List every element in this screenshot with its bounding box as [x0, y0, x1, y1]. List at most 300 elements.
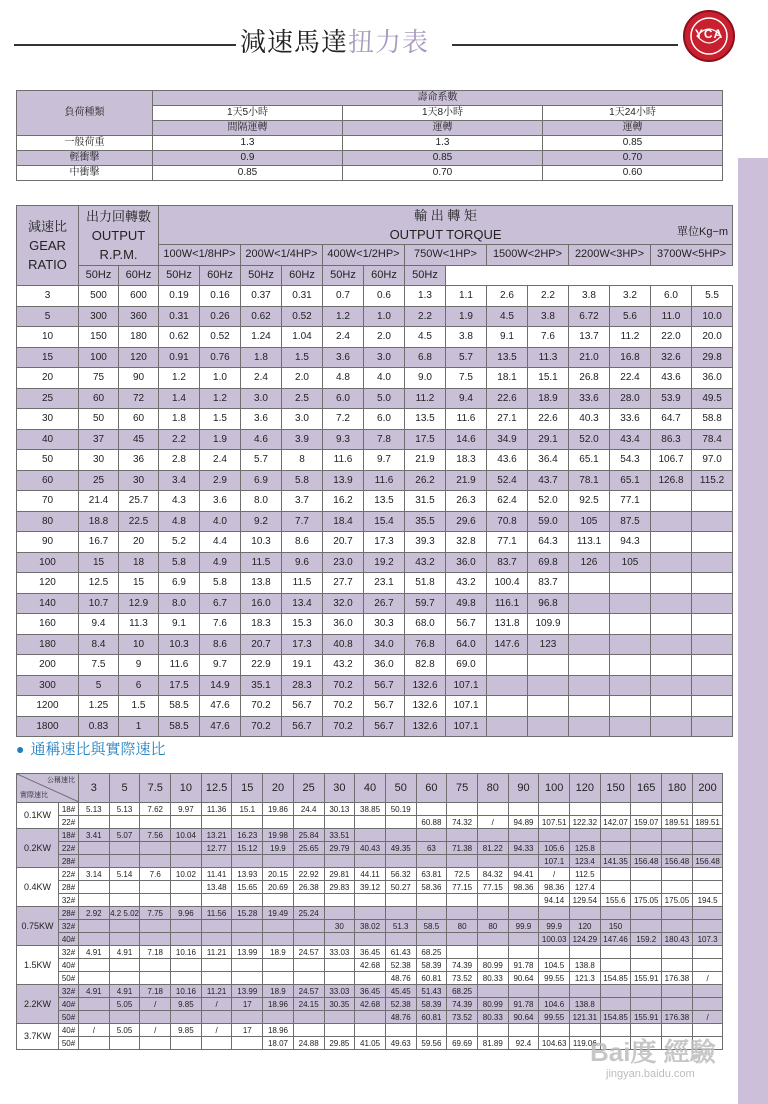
actual-ratio-cell — [324, 907, 355, 920]
actual-ratio-cell — [171, 855, 202, 868]
torque-cell: 15.4 — [364, 511, 405, 532]
actual-ratio-cell — [293, 920, 324, 933]
torque-cell: 34.0 — [364, 634, 405, 655]
torque-cell: 3.0 — [282, 409, 323, 430]
actual-ratio-cell — [109, 1037, 140, 1050]
actual-ratio-cell — [385, 855, 416, 868]
torque-cell: 1.1 — [446, 286, 487, 307]
rpm-cell: 180 — [119, 327, 159, 348]
actual-ratio-cell: 2.92 — [79, 907, 110, 920]
torque-cell: 47.6 — [200, 696, 241, 717]
torque-cell: 43.2 — [446, 573, 487, 594]
actual-ratio-cell: 33.03 — [324, 946, 355, 959]
torque-cell: 105 — [569, 511, 610, 532]
torque-cell: 115.2 — [692, 470, 733, 491]
logo-text: YCA — [694, 27, 724, 41]
ratio-cell: 3 — [17, 286, 79, 307]
torque-cell: 5.7 — [241, 450, 282, 471]
torque-cell: 17.5 — [159, 675, 200, 696]
torque-cell: 11.3 — [528, 347, 569, 368]
actual-ratio-cell — [355, 816, 386, 829]
nominal-ratio-header: 25 — [293, 774, 324, 803]
actual-ratio-cell: 11.21 — [201, 946, 232, 959]
actual-ratio-cell: / — [539, 868, 570, 881]
ratio-cell: 120 — [17, 573, 79, 594]
torque-cell: 0.91 — [159, 347, 200, 368]
torque-cell: 8.6 — [200, 634, 241, 655]
nominal-ratio-header: 5 — [109, 774, 140, 803]
frame-size: 28# — [59, 881, 79, 894]
actual-ratio-cell: 107.51 — [539, 816, 570, 829]
actual-ratio-cell: 72.5 — [447, 868, 478, 881]
torque-cell: 2.8 — [159, 450, 200, 471]
actual-ratio-cell: 94.89 — [508, 816, 539, 829]
actual-ratio-cell: 91.78 — [508, 998, 539, 1011]
col-mode: 間隔運轉 — [153, 121, 343, 136]
torque-cell: 16.0 — [241, 593, 282, 614]
torque-cell: 10.0 — [692, 306, 733, 327]
power-col-header: 2200W<3HP> — [569, 245, 651, 266]
actual-ratio-cell — [600, 907, 631, 920]
actual-ratio-cell — [232, 933, 263, 946]
torque-row — [17, 409, 733, 430]
rpm-cell: 150 — [79, 327, 119, 348]
torque-cell: 70.2 — [323, 696, 364, 717]
torque-cell: 6.0 — [364, 409, 405, 430]
rpm-cn: 出力回轉數 — [85, 208, 151, 224]
actual-ratio-cell: 189.51 — [662, 816, 693, 829]
torque-cell: 9.3 — [323, 429, 364, 450]
frame-size: 40# — [59, 933, 79, 946]
torque-cell: 2.2 — [405, 306, 446, 327]
torque-cell: 56.7 — [364, 716, 405, 737]
load-type-header: 負荷種類 — [17, 91, 153, 136]
ratio-cell: 80 — [17, 511, 79, 532]
ratio-cell: 20 — [17, 368, 79, 389]
torque-cell: 3.8 — [569, 286, 610, 307]
actual-ratio-cell: 15.28 — [232, 907, 263, 920]
rpm-cell: 9 — [119, 655, 159, 676]
nominal-ratio-header: 80 — [477, 774, 508, 803]
torque-cell: 62.4 — [487, 491, 528, 512]
actual-ratio-cell — [508, 1024, 539, 1037]
torque-cell — [651, 655, 692, 676]
actual-ratio-cell — [171, 1037, 202, 1050]
actual-ratio-cell: 30.13 — [324, 803, 355, 816]
torque-cell: 105 — [610, 552, 651, 573]
actual-ratio-cell — [324, 1024, 355, 1037]
actual-ratio-cell: 29.79 — [324, 842, 355, 855]
torque-cell: 4.0 — [364, 368, 405, 389]
torque-cell: 0.52 — [282, 306, 323, 327]
torque-cell: 6.72 — [569, 306, 610, 327]
torque-cell — [651, 696, 692, 717]
torque-cell: 11.6 — [364, 470, 405, 491]
actual-ratio-cell — [385, 816, 416, 829]
torque-cell: 4.5 — [487, 306, 528, 327]
torque-en: OUTPUT TORQUE — [389, 227, 502, 242]
actual-ratio-cell: 155.91 — [631, 972, 662, 985]
actual-ratio-cell — [662, 868, 693, 881]
actual-ratio-cell: 29.83 — [324, 881, 355, 894]
torque-cell: 30.3 — [364, 614, 405, 635]
actual-ratio-cell — [263, 855, 294, 868]
actual-ratio-cell — [140, 959, 171, 972]
rpm-cell: 600 — [119, 286, 159, 307]
torque-table — [16, 205, 733, 737]
nominal-ratio-header: 120 — [570, 774, 601, 803]
frame-size: 22# — [59, 816, 79, 829]
torque-cell: 0.16 — [200, 286, 241, 307]
actual-ratio-cell — [171, 1011, 202, 1024]
actual-ratio-cell: 25.24 — [293, 907, 324, 920]
torque-cell: 14.6 — [446, 429, 487, 450]
actual-ratio-cell — [570, 829, 601, 842]
nominal-ratio-header: 60 — [416, 774, 447, 803]
torque-cell: 54.3 — [610, 450, 651, 471]
actual-ratio-cell — [355, 933, 386, 946]
torque-row — [17, 491, 733, 512]
factor-cell: 0.70 — [543, 151, 723, 166]
torque-cell — [569, 573, 610, 594]
torque-cell — [569, 716, 610, 737]
torque-cell: 0.26 — [200, 306, 241, 327]
actual-ratio-cell: 51.43 — [416, 985, 447, 998]
actual-ratio-cell: 49.63 — [385, 1037, 416, 1050]
torque-row — [17, 470, 733, 491]
torque-cell: 36.0 — [446, 552, 487, 573]
torque-cell: 7.8 — [364, 429, 405, 450]
bullet-icon: ● — [16, 741, 25, 757]
torque-cell — [487, 675, 528, 696]
torque-row — [17, 614, 733, 635]
actual-ratio-cell — [171, 842, 202, 855]
ratio-row — [17, 1011, 723, 1024]
actual-ratio-cell: 154.85 — [600, 1011, 631, 1024]
actual-ratio-cell — [539, 946, 570, 959]
actual-ratio-cell: 20.69 — [263, 881, 294, 894]
torque-cell: 70.2 — [323, 675, 364, 696]
actual-ratio-cell: 122.32 — [570, 816, 601, 829]
actual-ratio-cell — [416, 855, 447, 868]
torque-cell: 3.6 — [200, 491, 241, 512]
actual-ratio-cell: 154.85 — [600, 972, 631, 985]
ratio-corner-cell — [17, 774, 79, 803]
actual-ratio-cell: 42.68 — [355, 959, 386, 972]
torque-cell: 34.9 — [487, 429, 528, 450]
actual-ratio-cell: 7.62 — [140, 803, 171, 816]
torque-row — [17, 306, 733, 327]
actual-ratio-cell — [631, 985, 662, 998]
actual-ratio-cell — [140, 816, 171, 829]
torque-cell: 4.4 — [200, 532, 241, 553]
nominal-ratio-header: 100 — [539, 774, 570, 803]
life-factor-header: 壽命系數 — [153, 91, 723, 106]
rpm-cell: 9.4 — [79, 614, 119, 635]
torque-cell: 70.2 — [323, 716, 364, 737]
actual-ratio-cell — [477, 894, 508, 907]
torque-row — [17, 716, 733, 737]
actual-ratio-cell — [140, 855, 171, 868]
actual-ratio-cell — [201, 894, 232, 907]
torque-cell: 11.6 — [446, 409, 487, 430]
actual-ratio-cell: 19.49 — [263, 907, 294, 920]
torque-row — [17, 573, 733, 594]
torque-cell: 1.9 — [446, 306, 487, 327]
torque-row — [17, 655, 733, 676]
torque-cell: 18.3 — [446, 450, 487, 471]
actual-ratio-cell — [600, 803, 631, 816]
actual-ratio-cell — [508, 894, 539, 907]
torque-row — [17, 388, 733, 409]
actual-ratio-cell — [600, 881, 631, 894]
actual-ratio-cell — [140, 842, 171, 855]
page-title — [240, 22, 429, 59]
actual-ratio-cell: 10.02 — [171, 868, 202, 881]
actual-ratio-cell — [293, 1011, 324, 1024]
actual-ratio-cell — [477, 985, 508, 998]
actual-ratio-cell — [79, 959, 110, 972]
actual-ratio-cell: / — [692, 972, 723, 985]
torque-cell: 1.2 — [159, 368, 200, 389]
actual-ratio-cell — [171, 816, 202, 829]
torque-cell: 43.7 — [528, 470, 569, 491]
torque-cell: 40.8 — [323, 634, 364, 655]
actual-ratio-cell — [570, 803, 601, 816]
torque-cell — [692, 716, 733, 737]
actual-ratio-cell: 60.81 — [416, 1011, 447, 1024]
ratio-row — [17, 959, 723, 972]
actual-ratio-cell — [539, 985, 570, 998]
torque-cell: 0.19 — [159, 286, 200, 307]
torque-cell: 8.6 — [282, 532, 323, 553]
actual-ratio-cell — [385, 1024, 416, 1037]
actual-ratio-cell — [171, 959, 202, 972]
actual-ratio-cell: 104.6 — [539, 998, 570, 1011]
actual-ratio-cell: 105.6 — [539, 842, 570, 855]
torque-cell: 18.1 — [487, 368, 528, 389]
actual-ratio-cell: 155.6 — [600, 894, 631, 907]
torque-cell — [610, 655, 651, 676]
actual-ratio-cell — [79, 816, 110, 829]
torque-cell: 113.1 — [569, 532, 610, 553]
torque-cell: 52.0 — [528, 491, 569, 512]
ratio-table — [16, 773, 723, 1050]
power-label: 2.2KW — [17, 985, 59, 1024]
torque-cell — [610, 573, 651, 594]
torque-cell — [692, 593, 733, 614]
power-label: 0.75KW — [17, 907, 59, 946]
ratio-cell: 1800 — [17, 716, 79, 737]
actual-ratio-cell: 29.81 — [324, 868, 355, 881]
ratio-row — [17, 972, 723, 985]
torque-cell: 18.3 — [241, 614, 282, 635]
actual-ratio-cell: 10.04 — [171, 829, 202, 842]
torque-cell — [651, 573, 692, 594]
torque-cell: 64.0 — [446, 634, 487, 655]
torque-cell: 13.5 — [364, 491, 405, 512]
corner-bottom-label: 實際速比 — [20, 792, 48, 799]
actual-ratio-cell: 15.12 — [232, 842, 263, 855]
torque-cell: 5.6 — [610, 306, 651, 327]
actual-ratio-cell: 80.99 — [477, 959, 508, 972]
actual-ratio-cell — [232, 816, 263, 829]
rpm-cell: 25.7 — [119, 491, 159, 512]
torque-cell: 0.62 — [159, 327, 200, 348]
torque-cell: 69.0 — [446, 655, 487, 676]
actual-ratio-cell: 13.93 — [232, 868, 263, 881]
torque-cell: 7.7 — [282, 511, 323, 532]
rpm-cell: 18.8 — [79, 511, 119, 532]
col-mode: 運轉 — [343, 121, 543, 136]
rpm-cell: 12.5 — [79, 573, 119, 594]
torque-cell — [651, 593, 692, 614]
actual-ratio-cell — [600, 842, 631, 855]
actual-ratio-cell — [79, 894, 110, 907]
torque-cell: 78.4 — [692, 429, 733, 450]
frame-size: 28# — [59, 855, 79, 868]
actual-ratio-cell: 63 — [416, 842, 447, 855]
actual-ratio-cell: 36.45 — [355, 985, 386, 998]
actual-ratio-cell: 5.14 — [109, 868, 140, 881]
actual-ratio-cell — [109, 816, 140, 829]
torque-cell: 0.76 — [200, 347, 241, 368]
actual-ratio-cell — [201, 816, 232, 829]
actual-ratio-cell — [263, 920, 294, 933]
torque-cell: 27.1 — [487, 409, 528, 430]
power-col-header: 1500W<2HP> — [487, 245, 569, 266]
torque-cell: 13.4 — [282, 593, 323, 614]
torque-cell: 97.0 — [692, 450, 733, 471]
torque-cell: 7.6 — [200, 614, 241, 635]
torque-cell: 2.9 — [200, 470, 241, 491]
torque-row — [17, 429, 733, 450]
torque-cell: 4.9 — [200, 552, 241, 573]
torque-cell: 107.1 — [446, 696, 487, 717]
torque-cell: 1.8 — [241, 347, 282, 368]
nominal-ratio-header: 40 — [355, 774, 386, 803]
torque-row — [17, 511, 733, 532]
brand-logo — [683, 10, 735, 62]
ratio-cell: 15 — [17, 347, 79, 368]
nominal-ratio-header: 200 — [692, 774, 723, 803]
torque-cell: 29.8 — [692, 347, 733, 368]
torque-cell — [651, 675, 692, 696]
actual-ratio-cell — [109, 881, 140, 894]
actual-ratio-cell — [539, 1024, 570, 1037]
ratio-row — [17, 894, 723, 907]
actual-ratio-cell: 58.39 — [416, 998, 447, 1011]
actual-ratio-cell: 33.03 — [324, 985, 355, 998]
page-header — [0, 0, 768, 80]
actual-ratio-cell: 92.4 — [508, 1037, 539, 1050]
actual-ratio-cell — [631, 907, 662, 920]
actual-ratio-cell: 17 — [232, 998, 263, 1011]
actual-ratio-cell: 90.64 — [508, 1011, 539, 1024]
torque-row — [17, 347, 733, 368]
actual-ratio-cell — [508, 985, 539, 998]
torque-cell: 32.6 — [651, 347, 692, 368]
torque-cell: 59.7 — [405, 593, 446, 614]
rpm-cell: 10.7 — [79, 593, 119, 614]
torque-cn: 輸 出 轉 矩 — [414, 208, 477, 223]
rpm-cell: 8.4 — [79, 634, 119, 655]
actual-ratio-cell — [355, 855, 386, 868]
torque-cell: 9.7 — [200, 655, 241, 676]
actual-ratio-cell: 18.96 — [263, 1024, 294, 1037]
torque-cell — [692, 532, 733, 553]
torque-cell: 94.3 — [610, 532, 651, 553]
actual-ratio-cell — [263, 972, 294, 985]
torque-cell — [610, 716, 651, 737]
actual-ratio-cell — [447, 855, 478, 868]
power-label: 0.1KW — [17, 803, 59, 829]
actual-ratio-cell — [508, 855, 539, 868]
rpm-cell: 120 — [119, 347, 159, 368]
torque-cell: 58.8 — [692, 409, 733, 430]
actual-ratio-cell: 9.97 — [171, 803, 202, 816]
torque-cell: 4.3 — [159, 491, 200, 512]
actual-ratio-cell: 94.14 — [539, 894, 570, 907]
actual-ratio-cell: 18.9 — [263, 946, 294, 959]
rpm-cell: 1.25 — [79, 696, 119, 717]
actual-ratio-cell: 98.36 — [508, 881, 539, 894]
rpm-cell: 22.5 — [119, 511, 159, 532]
actual-ratio-cell: 180.43 — [662, 933, 693, 946]
actual-ratio-cell: 13.21 — [201, 829, 232, 842]
actual-ratio-cell — [447, 803, 478, 816]
actual-ratio-cell: 80.33 — [477, 972, 508, 985]
actual-ratio-cell: 19.86 — [263, 803, 294, 816]
torque-cell: 1.0 — [200, 368, 241, 389]
torque-cell: 22.9 — [241, 655, 282, 676]
actual-ratio-cell — [79, 998, 110, 1011]
actual-ratio-cell — [293, 855, 324, 868]
unit-label: 單位Kg−m — [677, 226, 729, 238]
actual-ratio-cell: 123.4 — [570, 855, 601, 868]
actual-ratio-cell — [600, 868, 631, 881]
actual-ratio-cell: 194.5 — [692, 894, 723, 907]
actual-ratio-cell — [293, 933, 324, 946]
ratio-row — [17, 998, 723, 1011]
actual-ratio-cell: 4.91 — [109, 985, 140, 998]
actual-ratio-cell — [324, 972, 355, 985]
actual-ratio-cell: 5.05 — [109, 998, 140, 1011]
torque-cell: 28.0 — [610, 388, 651, 409]
actual-ratio-cell: 121.3 — [570, 972, 601, 985]
actual-ratio-cell — [385, 894, 416, 907]
actual-ratio-cell — [293, 894, 324, 907]
actual-ratio-cell: 15.1 — [232, 803, 263, 816]
actual-ratio-cell — [692, 803, 723, 816]
actual-ratio-cell: 84.32 — [477, 868, 508, 881]
actual-ratio-cell: 30 — [324, 920, 355, 933]
ratio-cell: 90 — [17, 532, 79, 553]
torque-cell: 2.0 — [364, 327, 405, 348]
torque-cell: 36.0 — [323, 614, 364, 635]
torque-cell: 1.9 — [200, 429, 241, 450]
actual-ratio-cell — [140, 1037, 171, 1050]
actual-ratio-cell — [79, 972, 110, 985]
torque-cell: 116.1 — [487, 593, 528, 614]
actual-ratio-cell: 59.56 — [416, 1037, 447, 1050]
torque-cell: 0.37 — [241, 286, 282, 307]
actual-ratio-cell: 63.81 — [416, 868, 447, 881]
actual-ratio-cell: / — [140, 998, 171, 1011]
torque-cell: 5.8 — [159, 552, 200, 573]
actual-ratio-cell — [692, 959, 723, 972]
nominal-ratio-header: 75 — [447, 774, 478, 803]
